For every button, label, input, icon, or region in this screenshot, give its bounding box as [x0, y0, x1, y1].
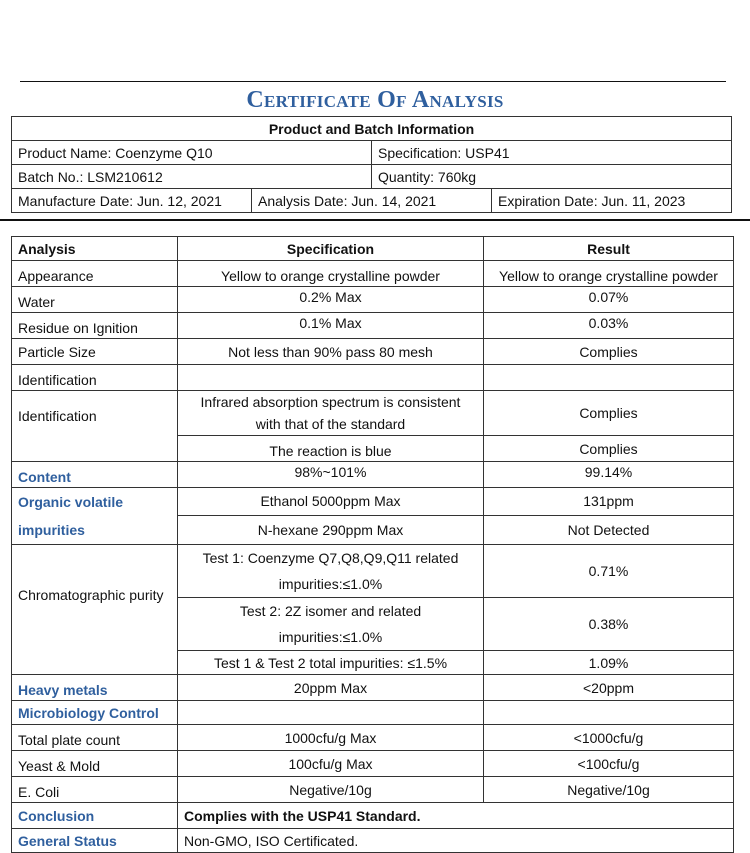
spec-line: Infrared absorption spectrum is consistent [200, 394, 461, 410]
result-value: <100cfu/g [484, 751, 734, 777]
section-label: Microbiology Control [12, 701, 178, 725]
result-value: 99.14% [484, 462, 734, 488]
spec-value: Test 1 & Test 2 total impurities: ≤1.5% [178, 651, 484, 675]
analysis-name: Appearance [12, 261, 178, 287]
spec-line: with that of the standard [255, 416, 406, 432]
section-label: Identification [12, 365, 178, 391]
info-header-row [12, 117, 732, 141]
spec-value: The reaction is blue [178, 436, 484, 462]
result-value: Complies [484, 436, 734, 462]
section-rule [0, 219, 750, 221]
spec-value: 0.1% Max [178, 313, 484, 339]
spec-line: impurities:≤1.0% [278, 576, 383, 592]
result-value: <20ppm [484, 675, 734, 701]
empty-cell [484, 701, 734, 725]
spec-value: 100cfu/g Max [178, 751, 484, 777]
table-row [12, 365, 734, 391]
result-value: Not Detected [484, 515, 734, 544]
analysis-name: Residue on Ignition [12, 313, 178, 339]
analysis-name: Water [12, 287, 178, 313]
analysis-name: General Status [12, 829, 178, 853]
quantity: Quantity: 760kg [372, 165, 732, 189]
table-row [12, 313, 734, 339]
product-batch-info-table [11, 116, 732, 213]
spec-value [178, 598, 484, 651]
analysis-name: Conclusion [12, 803, 178, 829]
analysis-name: Yeast & Mold [12, 751, 178, 777]
table-header-row [12, 237, 734, 261]
analysis-table [11, 236, 734, 853]
conclusion-value: Complies with the USP41 Standard. [178, 803, 734, 829]
result-value: Negative/10g [484, 777, 734, 803]
info-row [12, 189, 732, 213]
spec-line: impurities:≤1.0% [278, 629, 383, 645]
table-row [12, 803, 734, 829]
spec-value: Negative/10g [178, 777, 484, 803]
analysis-name [12, 488, 178, 545]
name-line: Organic volatile [18, 494, 124, 510]
info-row [12, 141, 732, 165]
info-row [12, 165, 732, 189]
top-rule [20, 81, 726, 82]
col-header-analysis: Analysis [12, 237, 178, 261]
result-value: Complies [484, 339, 734, 365]
table-row [12, 339, 734, 365]
analysis-name: Chromatographic purity [12, 545, 178, 675]
name-line: impurities [18, 522, 85, 538]
table-row [12, 829, 734, 853]
table-row [12, 488, 734, 516]
analysis-name: E. Coli [12, 777, 178, 803]
spec-value: Not less than 90% pass 80 mesh [178, 339, 484, 365]
table-row [12, 725, 734, 751]
analysis-name: Heavy metals [12, 675, 178, 701]
document-title: Certificate Of Analysis [246, 87, 504, 113]
col-header-result: Result [484, 237, 734, 261]
spec-value: 98%~101% [178, 462, 484, 488]
result-value: 131ppm [484, 488, 734, 516]
result-value: 1.09% [484, 651, 734, 675]
info-header: Product and Batch Information [12, 117, 732, 141]
analysis-name: Content [12, 462, 178, 488]
batch-no: Batch No.: LSM210612 [12, 165, 372, 189]
spec-line: Test 2: 2Z isomer and related [239, 603, 422, 619]
spec-value [178, 545, 484, 598]
result-value: <1000cfu/g [484, 725, 734, 751]
result-value: 0.71% [484, 545, 734, 598]
spec-value: Yellow to orange crystalline powder [178, 261, 484, 287]
spec-line: Test 1: Coenzyme Q7,Q8,Q9,Q11 related [202, 550, 459, 566]
table-row [12, 777, 734, 803]
table-row [12, 701, 734, 725]
analysis-date: Analysis Date: Jun. 14, 2021 [252, 189, 492, 213]
result-value: Yellow to orange crystalline powder [484, 261, 734, 287]
expiration-date: Expiration Date: Jun. 11, 2023 [492, 189, 732, 213]
empty-cell [484, 365, 734, 391]
result-value: Complies [484, 391, 734, 436]
spec-value: 0.2% Max [178, 287, 484, 313]
table-row [12, 391, 734, 436]
result-value: 0.03% [484, 313, 734, 339]
manufacture-date: Manufacture Date: Jun. 12, 2021 [12, 189, 252, 213]
analysis-name: Total plate count [12, 725, 178, 751]
specification: Specification: USP41 [372, 141, 732, 165]
spec-value: N-hexane 290ppm Max [178, 515, 484, 544]
spec-value: 20ppm Max [178, 675, 484, 701]
spec-value [178, 391, 484, 436]
spec-value: Ethanol 5000ppm Max [178, 488, 484, 516]
result-value: 0.38% [484, 598, 734, 651]
product-name: Product Name: Coenzyme Q10 [12, 141, 372, 165]
result-value: 0.07% [484, 287, 734, 313]
table-row [12, 462, 734, 488]
general-status-value: Non-GMO, ISO Certificated. [178, 829, 734, 853]
table-row [12, 261, 734, 287]
analysis-name: Identification [12, 391, 178, 462]
table-row [12, 675, 734, 701]
analysis-name: Particle Size [12, 339, 178, 365]
table-row [12, 287, 734, 313]
empty-cell [178, 701, 484, 725]
empty-cell [178, 365, 484, 391]
col-header-specification: Specification [178, 237, 484, 261]
table-row [12, 751, 734, 777]
spec-value: 1000cfu/g Max [178, 725, 484, 751]
table-row [12, 545, 734, 598]
